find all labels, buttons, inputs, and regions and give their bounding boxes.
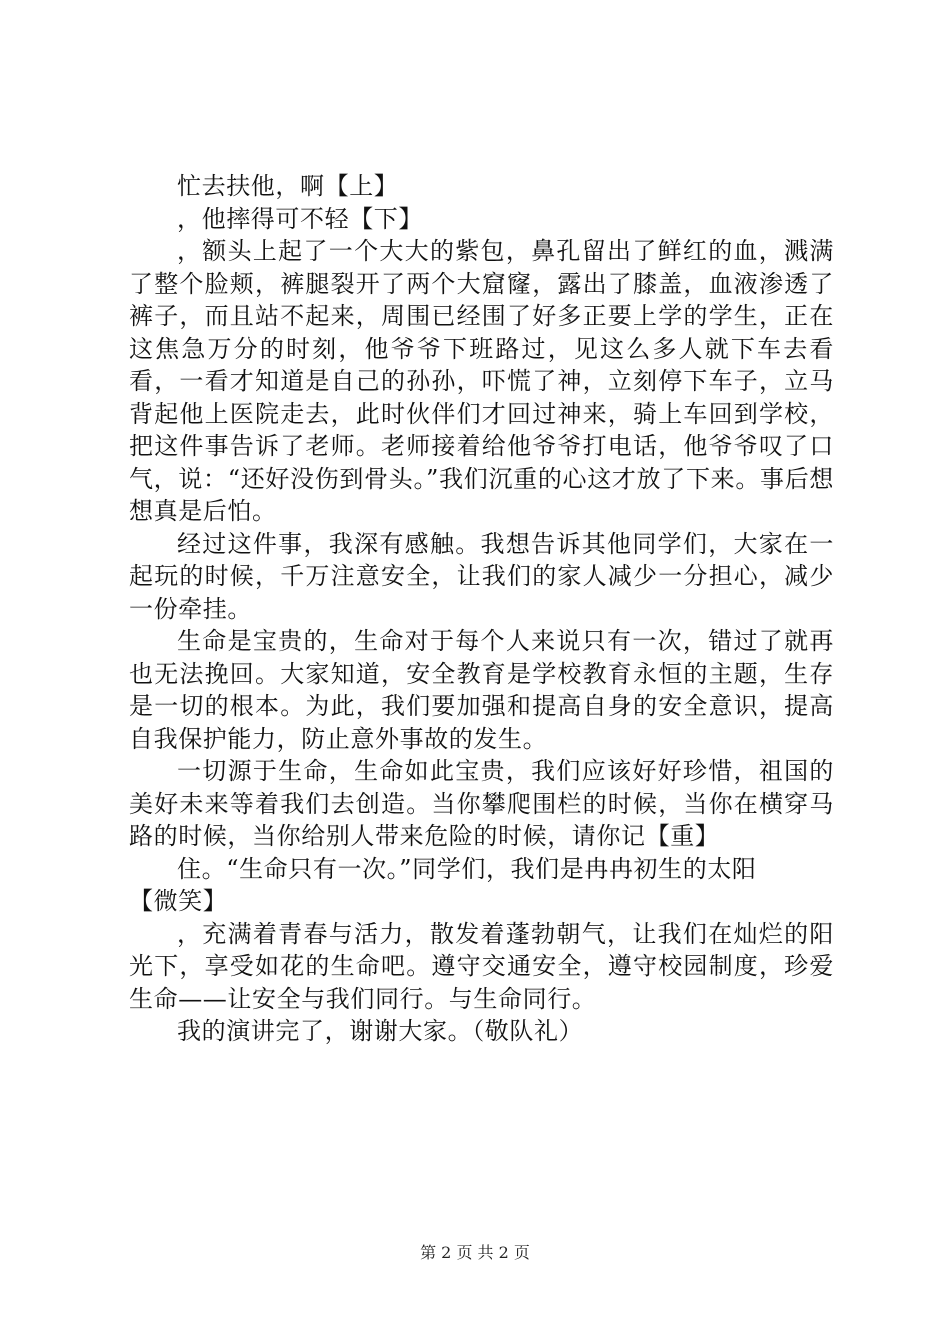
paragraph: 住。“生命只有一次。”同学们，我们是冉冉初生的太阳 <box>177 854 757 883</box>
paragraph: 我的演讲完了，谢谢大家。（敬队礼） <box>177 1017 584 1045</box>
paragraph: ，他摔得可不轻【下】 <box>177 204 423 233</box>
paragraph: 忙去扶他，啊【上】 <box>177 172 399 200</box>
paragraph: ，充满着青春与活力，散发着蓬勃朝气，让我们在灿烂的阳光下，享受如花的生命吧。遵守交通安全，遵守校园制度，珍爱生命——让安全与我们同行。与生命同行。 <box>129 919 834 1013</box>
page-number-footer: 第 2 页 共 2 页 <box>420 1243 530 1262</box>
paragraph: 经过这件事，我深有感触。我想告诉其他同学们，大家在一起玩的时候，千万注意安全，让我们的家人减少一分担心，减少一份牵挂。 <box>129 529 834 623</box>
document-body <box>129 170 834 1048</box>
paragraph: 生命是宝贵的，生命对于每个人来说只有一次，错过了就再也无法挽回。大家知道，安全教育是学校教育永恒的主题，生存是一切的根本。为此，我们要加强和提高自身的安全意识，提高自我保护能力，防止意外事故的发生。 <box>129 627 834 753</box>
paragraph: 【微笑】 <box>129 887 228 915</box>
paragraph: 一切源于生命，生命如此宝贵，我们应该好好珍惜，祖国的美好未来等着我们去创造。当你攀爬围栏的时候，当你在横穿马路的时候，当你给别人带来危险的时候，请你记【重】 <box>129 757 834 850</box>
paragraph: ，额头上起了一个大大的紫包，鼻孔留出了鲜红的血，溅满了整个脸颊，裤腿裂开了两个大窟窿，露出了膝盖，血液渗透了裤子，而且站不起来，周围已经围了好多正要上学的学生，正在这焦急万分的时刻，他爷爷下班路过，见这么多人就下车去看看，一看才知道是自己的孙孙，吓慌了神，立刻停下车子，立马背起他上医院走去，此时伙伴们才回过神来，骑上车回到学校，把这件事告诉了老师。老师接着给他爷爷打电话，他爷爷叹了口气，说：“还好没伤到骨头。”我们沉重的心这才放了下来。事后想想真是后怕。 <box>129 237 834 525</box>
